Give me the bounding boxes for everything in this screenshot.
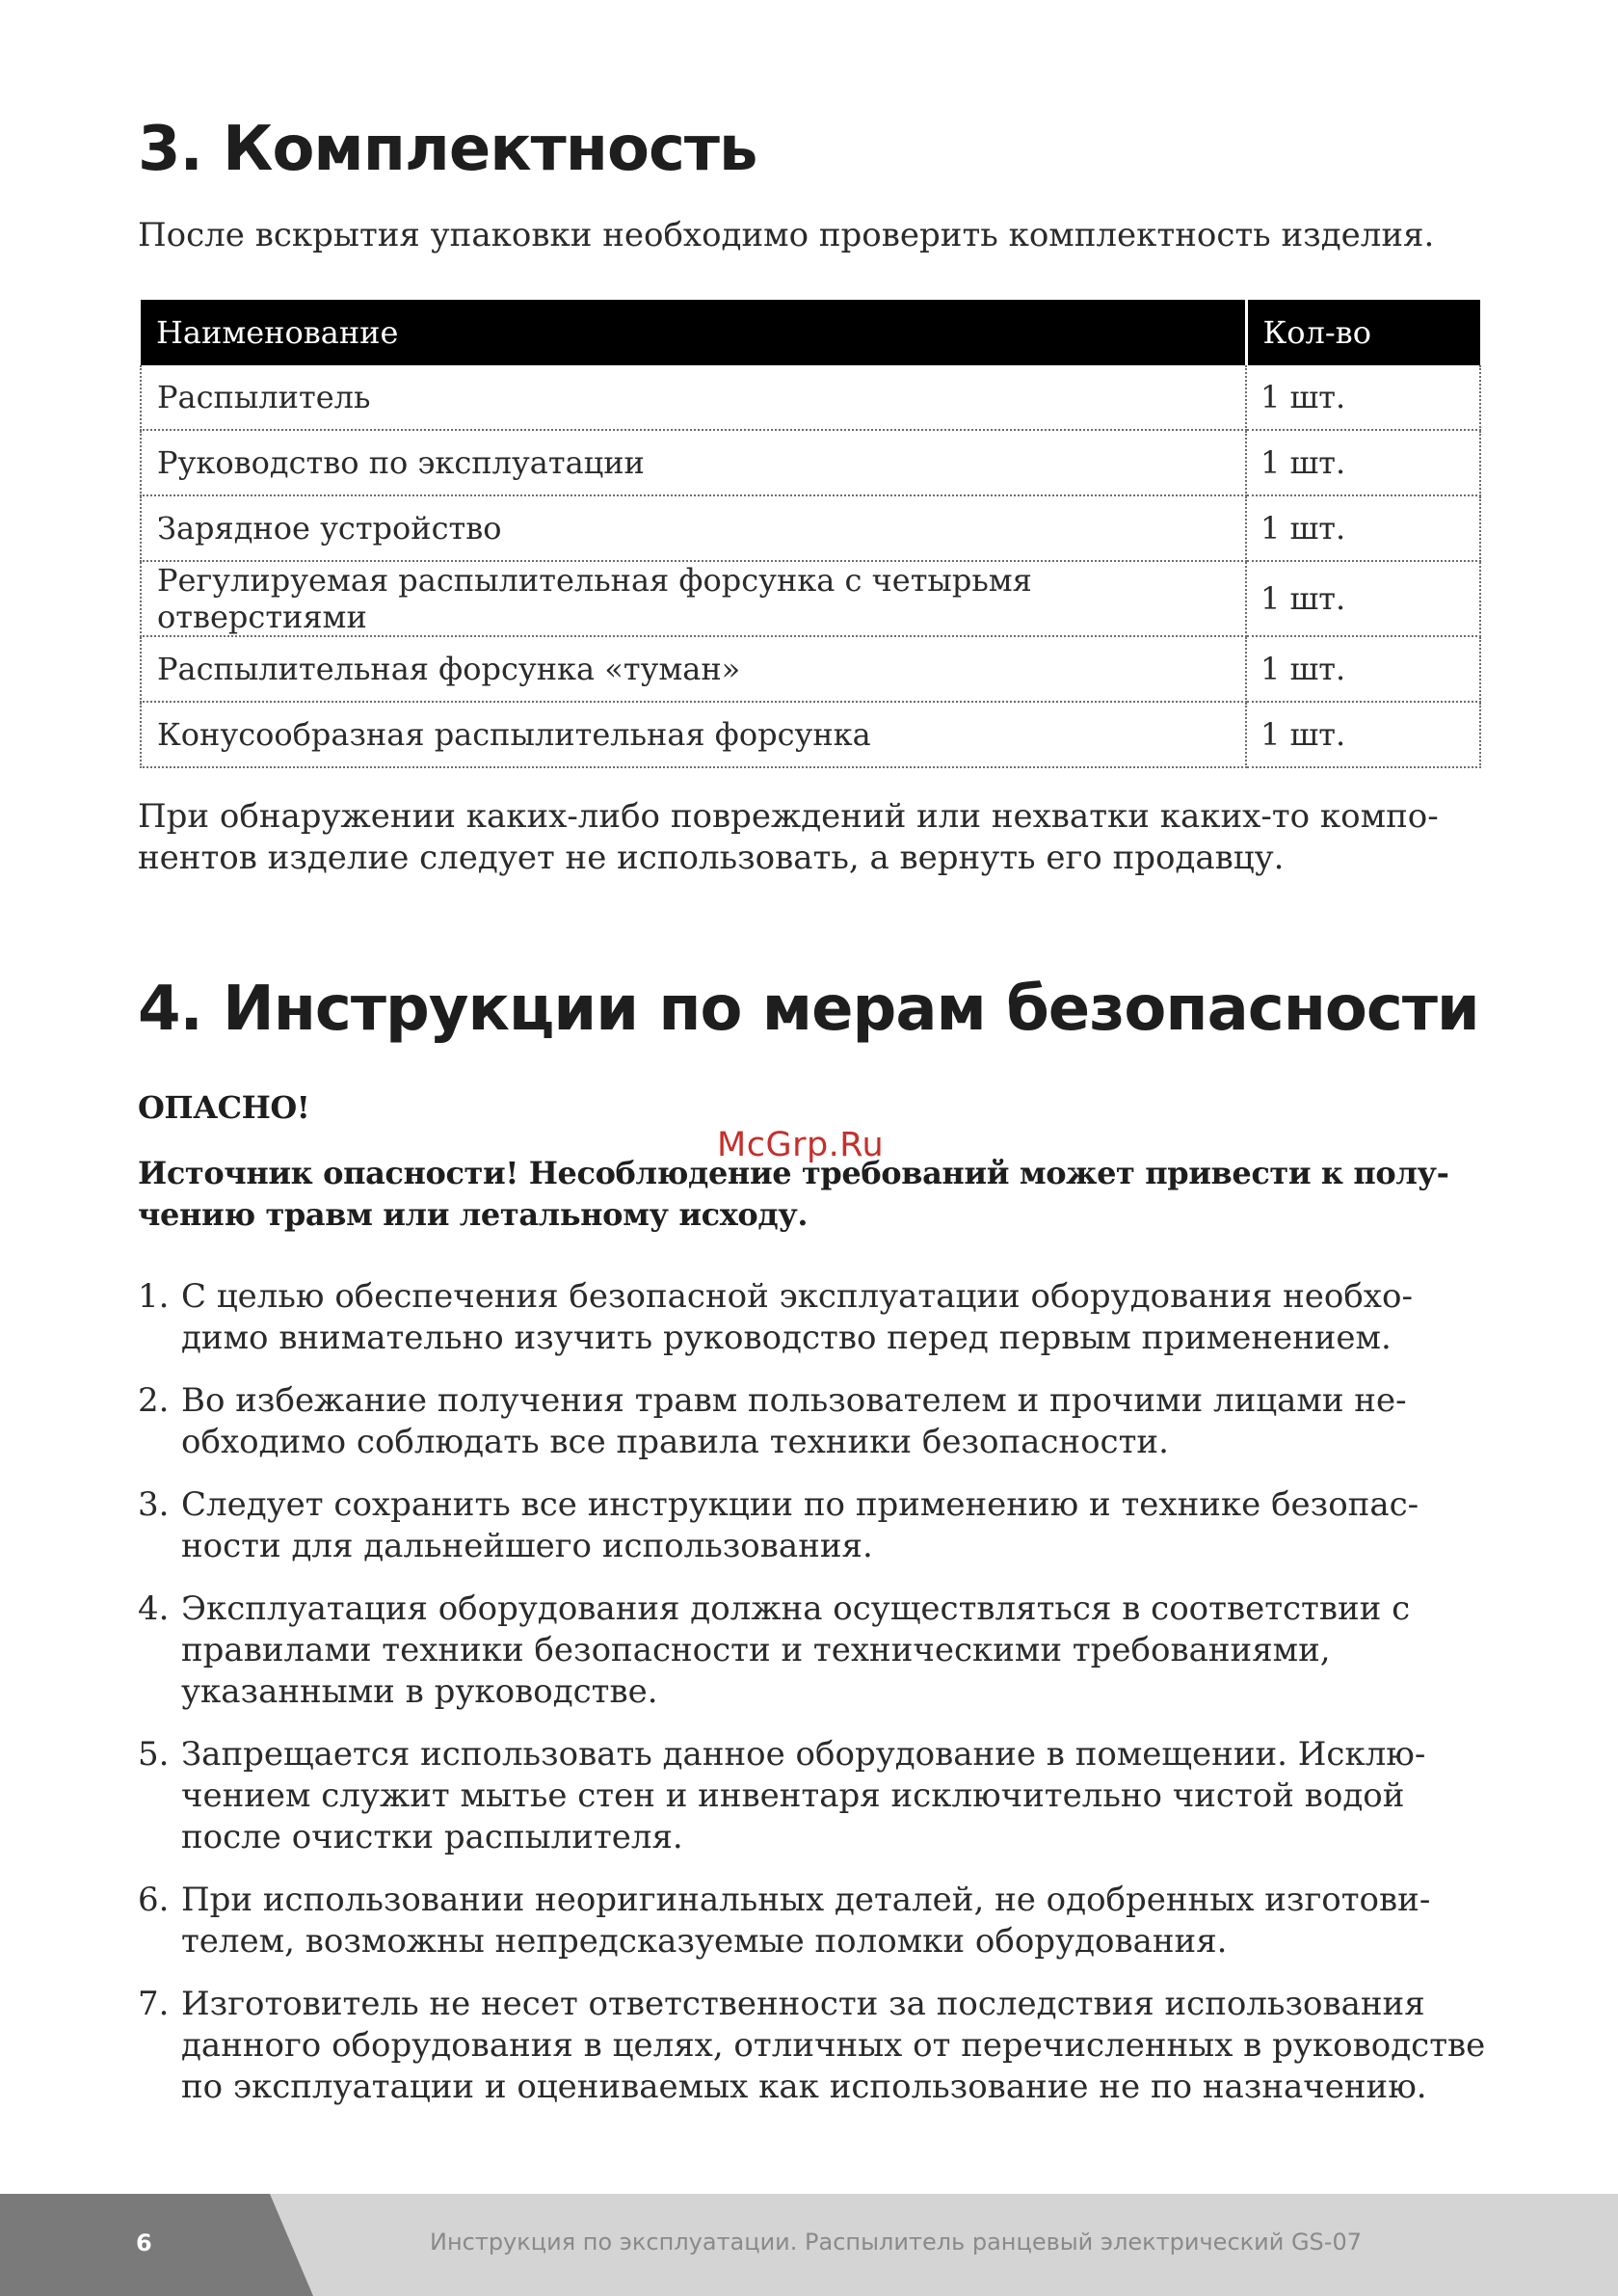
item-name: Распылитель bbox=[141, 365, 1246, 430]
item-qty: 1 шт. bbox=[1246, 702, 1480, 767]
list-text: Изготовитель не несет ответственности за последствия использования данного оборудования в целях, отличных от перечисленных в руководстве по эксплуатации и оцениваемых как использование не по назначению. bbox=[181, 1985, 1486, 2106]
damage-note: При обнаружении каких-либо повреждений или нехватки каких-то компо-нентов изделие следует не использовать, а вернуть его продавцу. bbox=[138, 797, 1439, 877]
section-3-intro: После вскрытия упаковки необходимо проверить комплектность изделия. bbox=[138, 216, 1435, 254]
item-name: Зарядное устройство bbox=[141, 495, 1246, 561]
page-number: 6 bbox=[136, 2229, 152, 2256]
list-number: 3. bbox=[138, 1485, 170, 1524]
table-row bbox=[141, 702, 1480, 767]
watermark: McGrp.Ru bbox=[717, 1126, 885, 1164]
list-item bbox=[138, 1880, 1487, 1962]
footer-title: Инструкция по эксплуатации. Распылитель ранцевый электрический GS-07 bbox=[430, 2229, 1362, 2256]
list-number: 1. bbox=[138, 1277, 170, 1316]
list-text: Следует сохранить все инструкции по применению и технике безопас-ности для дальнейшего использования. bbox=[181, 1485, 1419, 1565]
contents-table bbox=[140, 300, 1481, 768]
safety-rules-list bbox=[138, 1276, 1487, 2129]
table-row bbox=[141, 561, 1480, 636]
item-name: Распылительная форсунка «туман» bbox=[141, 636, 1246, 702]
list-text: Во избежание получения травм пользователем и прочими лицами не-обходимо соблюдать все правила техники безопасности. bbox=[181, 1381, 1407, 1461]
list-item bbox=[138, 1276, 1487, 1359]
list-number: 6. bbox=[138, 1881, 170, 1919]
list-text: При использовании неоригинальных деталей, не одобренных изготови-телем, возможны непредсказуемые поломки оборудования. bbox=[181, 1881, 1431, 1961]
list-text: Запрещается использовать данное оборудование в помещении. Исклю-чением служит мытье стен и инвентаря исключительно чистой водой после очистки распылителя. bbox=[181, 1735, 1426, 1856]
list-text: Эксплуатация оборудования должна осуществляться в соответствии с правилами техники безопасности и техническими требованиями, указанными в руководстве. bbox=[181, 1589, 1411, 1711]
list-text: С целью обеспечения безопасной эксплуатации оборудования необхо-димо внимательно изучить руководство перед первым применением. bbox=[181, 1277, 1413, 1357]
item-name: Конусообразная распылительная форсунка bbox=[141, 702, 1246, 767]
column-header-qty: Кол-во bbox=[1246, 300, 1480, 365]
list-item bbox=[138, 1484, 1487, 1567]
list-item bbox=[138, 1734, 1487, 1858]
page-footer bbox=[0, 2194, 1618, 2296]
table-row bbox=[141, 365, 1480, 430]
list-number: 5. bbox=[138, 1735, 170, 1774]
item-name: Регулируемая распылительная форсунка с четырьмя отверстиями bbox=[141, 561, 1246, 636]
list-item bbox=[138, 1984, 1487, 2108]
table-row bbox=[141, 495, 1480, 561]
list-number: 4. bbox=[138, 1589, 170, 1628]
item-qty: 1 шт. bbox=[1246, 561, 1480, 636]
item-qty: 1 шт. bbox=[1246, 365, 1480, 430]
table-header-row bbox=[141, 300, 1480, 365]
table-row bbox=[141, 430, 1480, 495]
footer-dark-tab bbox=[0, 2194, 313, 2296]
table-row bbox=[141, 636, 1480, 702]
item-qty: 1 шт. bbox=[1246, 495, 1480, 561]
column-header-name: Наименование bbox=[141, 300, 1246, 365]
item-qty: 1 шт. bbox=[1246, 636, 1480, 702]
section-3-title: 3. Комплектность bbox=[138, 114, 757, 185]
danger-label: ОПАСНО! bbox=[138, 1089, 310, 1126]
list-number: 7. bbox=[138, 1985, 170, 2023]
section-4-title: 4. Инструкции по мерам безопасности bbox=[138, 974, 1479, 1045]
item-qty: 1 шт. bbox=[1246, 430, 1480, 495]
list-item bbox=[138, 1589, 1487, 1713]
item-name: Руководство по эксплуатации bbox=[141, 430, 1246, 495]
list-item bbox=[138, 1380, 1487, 1463]
danger-text: Источник опасности! Несоблюдение требований может привести к полу-чению травм или летальному исходу. bbox=[138, 1155, 1449, 1233]
list-number: 2. bbox=[138, 1381, 170, 1420]
